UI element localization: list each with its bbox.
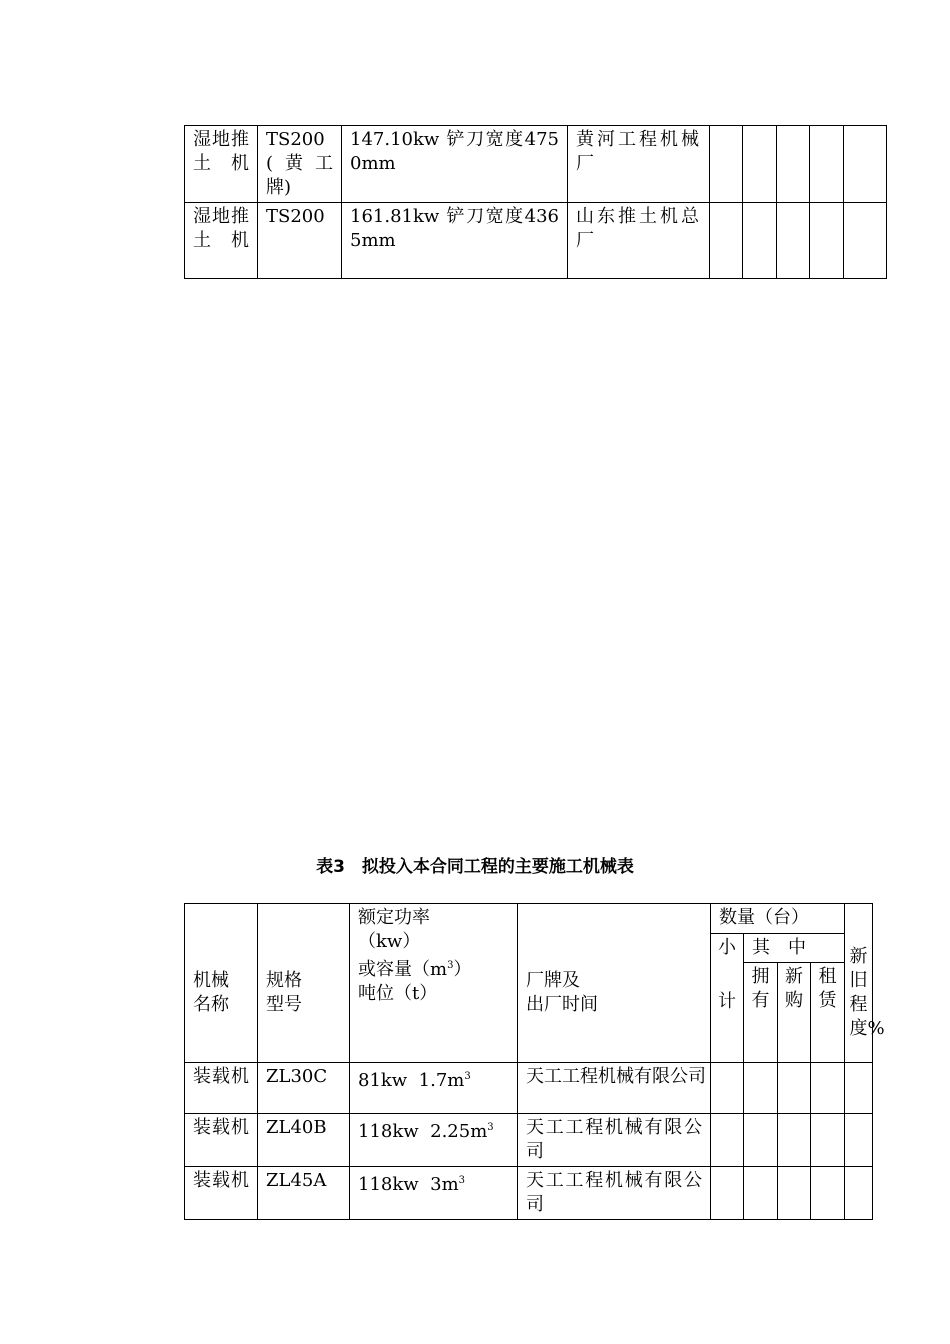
machine-name-cell: 装载机 xyxy=(185,1167,258,1220)
table-row xyxy=(185,126,887,203)
lease-cell xyxy=(811,1114,845,1167)
owned-cell xyxy=(743,126,777,203)
spec-cell: 147.10kw 铲刀宽度4750mm xyxy=(342,126,568,203)
table-row xyxy=(185,1167,873,1220)
spec-cell: 81kw $1.7m^3$ xyxy=(350,1063,518,1114)
new-buy-cell xyxy=(777,203,810,279)
header-spec-line2: （kw） xyxy=(358,931,421,952)
machine-name-cell: 湿地推土机 xyxy=(185,126,258,203)
header-quantity: 数量（台） xyxy=(711,904,845,934)
header-row xyxy=(185,904,873,934)
machine-name-cell: 湿地推土机 xyxy=(185,203,258,279)
owned-cell xyxy=(743,203,777,279)
header-among: 其 中 xyxy=(744,934,845,963)
owned-cell xyxy=(744,1167,778,1220)
table-caption: 表3 拟投入本合同工程的主要施工机械表 xyxy=(316,857,634,877)
maker-cell: 天工工程机械有限公司 xyxy=(518,1114,711,1167)
header-machine-name: 机械 名称 xyxy=(185,904,258,1063)
model-cell: ZL30C xyxy=(258,1063,350,1114)
owned-cell xyxy=(744,1114,778,1167)
header-spec-line1: 额定功率 xyxy=(358,907,430,928)
subtotal-cell xyxy=(710,126,743,203)
condition-cell xyxy=(844,203,887,279)
new-buy-cell xyxy=(778,1167,811,1220)
owned-cell xyxy=(744,1063,778,1114)
model-cell: ZL40B xyxy=(258,1114,350,1167)
lease-cell xyxy=(811,1167,845,1220)
subtotal-cell xyxy=(711,1063,744,1114)
header-spec-line4: 吨位（t） xyxy=(358,983,438,1004)
subtotal-cell xyxy=(711,1167,744,1220)
lease-cell xyxy=(810,126,844,203)
spec-cell: 118kw $2.25m^3$ xyxy=(350,1114,518,1167)
maker-cell: 山东推土机总厂 xyxy=(568,203,710,279)
subtotal-cell xyxy=(710,203,743,279)
spec-cell: 118kw $3m^3$ xyxy=(350,1167,518,1220)
header-maker: 厂牌及 出厂时间 xyxy=(518,904,711,1063)
header-owned: 拥有 xyxy=(744,963,778,1063)
maker-cell: 天工工程机械有限公司 xyxy=(518,1063,711,1114)
machinery-table-continued xyxy=(184,125,887,279)
machine-name-cell: 装载机 xyxy=(185,1063,258,1114)
new-buy-cell xyxy=(778,1114,811,1167)
model-cell: TS200 xyxy=(258,203,342,279)
condition-cell xyxy=(845,1167,873,1220)
lease-cell xyxy=(810,203,844,279)
header-spec-line3: 或容量$(m^3)$ xyxy=(358,959,472,980)
header-subtotal: 小 计 xyxy=(711,934,744,1063)
model-cell: TS200 (黄工牌) xyxy=(258,126,342,203)
main-machinery-table xyxy=(184,903,885,1220)
header-condition: 新旧程度% xyxy=(845,904,873,1063)
maker-cell: 天工工程机械有限公司 xyxy=(518,1167,711,1220)
table-row xyxy=(185,1063,873,1114)
condition-cell xyxy=(845,1063,873,1114)
spec-cell: 161.81kw 铲刀宽度4365mm xyxy=(342,203,568,279)
model-cell: ZL45A xyxy=(258,1167,350,1220)
new-buy-cell xyxy=(777,126,810,203)
condition-cell xyxy=(844,126,887,203)
subtotal-cell xyxy=(711,1114,744,1167)
header-spec xyxy=(350,904,518,1063)
machine-name-cell: 装载机 xyxy=(185,1114,258,1167)
header-model: 规格 型号 xyxy=(258,904,350,1063)
new-buy-cell xyxy=(778,1063,811,1114)
table-row xyxy=(185,203,887,279)
table-row xyxy=(185,1114,873,1167)
header-new-buy: 新购 xyxy=(778,963,811,1063)
lease-cell xyxy=(811,1063,845,1114)
condition-cell xyxy=(845,1114,873,1167)
maker-cell: 黄河工程机械厂 xyxy=(568,126,710,203)
header-lease: 租赁 xyxy=(811,963,845,1063)
